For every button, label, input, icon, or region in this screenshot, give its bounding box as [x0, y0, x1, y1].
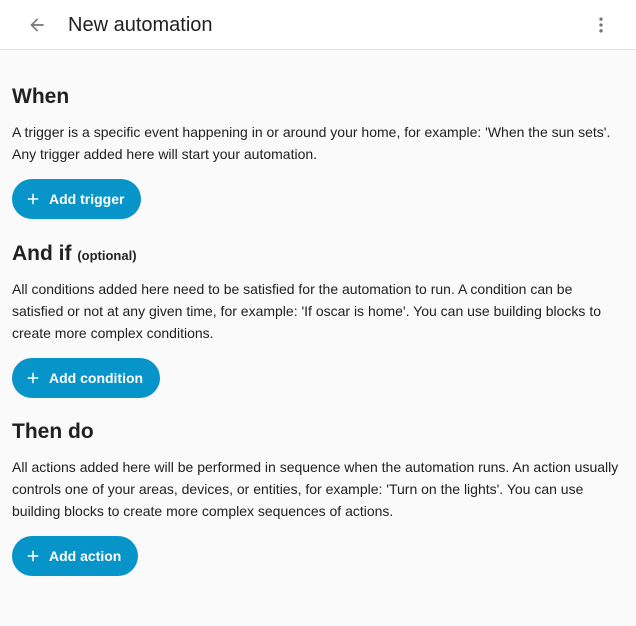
add-trigger-label: Add trigger — [49, 191, 125, 207]
heading-text: Then do — [12, 420, 94, 443]
plus-icon — [24, 547, 42, 565]
arrow-left-icon — [27, 15, 47, 35]
plus-icon — [24, 190, 42, 208]
page-title: New automation — [68, 14, 213, 36]
overflow-menu-button[interactable] — [586, 10, 616, 40]
section-heading-and-if — [12, 240, 137, 270]
add-action-label: Add action — [49, 548, 122, 564]
add-condition-button[interactable] — [12, 358, 160, 398]
heading-text: And if — [12, 242, 72, 265]
add-action-button[interactable] — [12, 536, 138, 576]
top-app-bar — [0, 0, 636, 50]
section-heading-when — [12, 83, 69, 111]
plus-icon — [24, 369, 42, 387]
triggers-description: A trigger is a specific event happening in or around your home, for example: 'When the sun sets'. Any trigger added here will start your automation. — [12, 124, 611, 162]
actions-description: All actions added here will be performed in sequence when the automation runs. An action usually controls one of your areas, devices, or entities, for example: 'Turn on the lights'. You can use building blocks to create more complex sequences of actions. — [12, 459, 619, 519]
dots-vertical-icon — [591, 15, 611, 35]
heading-text: When — [12, 85, 70, 108]
section-heading-then-do — [12, 418, 94, 446]
optional-label: (optional) — [77, 248, 137, 263]
add-condition-label: Add condition — [49, 370, 144, 386]
add-trigger-button[interactable] — [12, 179, 141, 219]
conditions-description: All conditions added here need to be satisfied for the automation to run. A condition can be satisfied or not at any given time, for example: 'If oscar is home'. You can use building blocks to create more complex conditions. — [12, 281, 601, 341]
back-button[interactable] — [22, 10, 52, 40]
